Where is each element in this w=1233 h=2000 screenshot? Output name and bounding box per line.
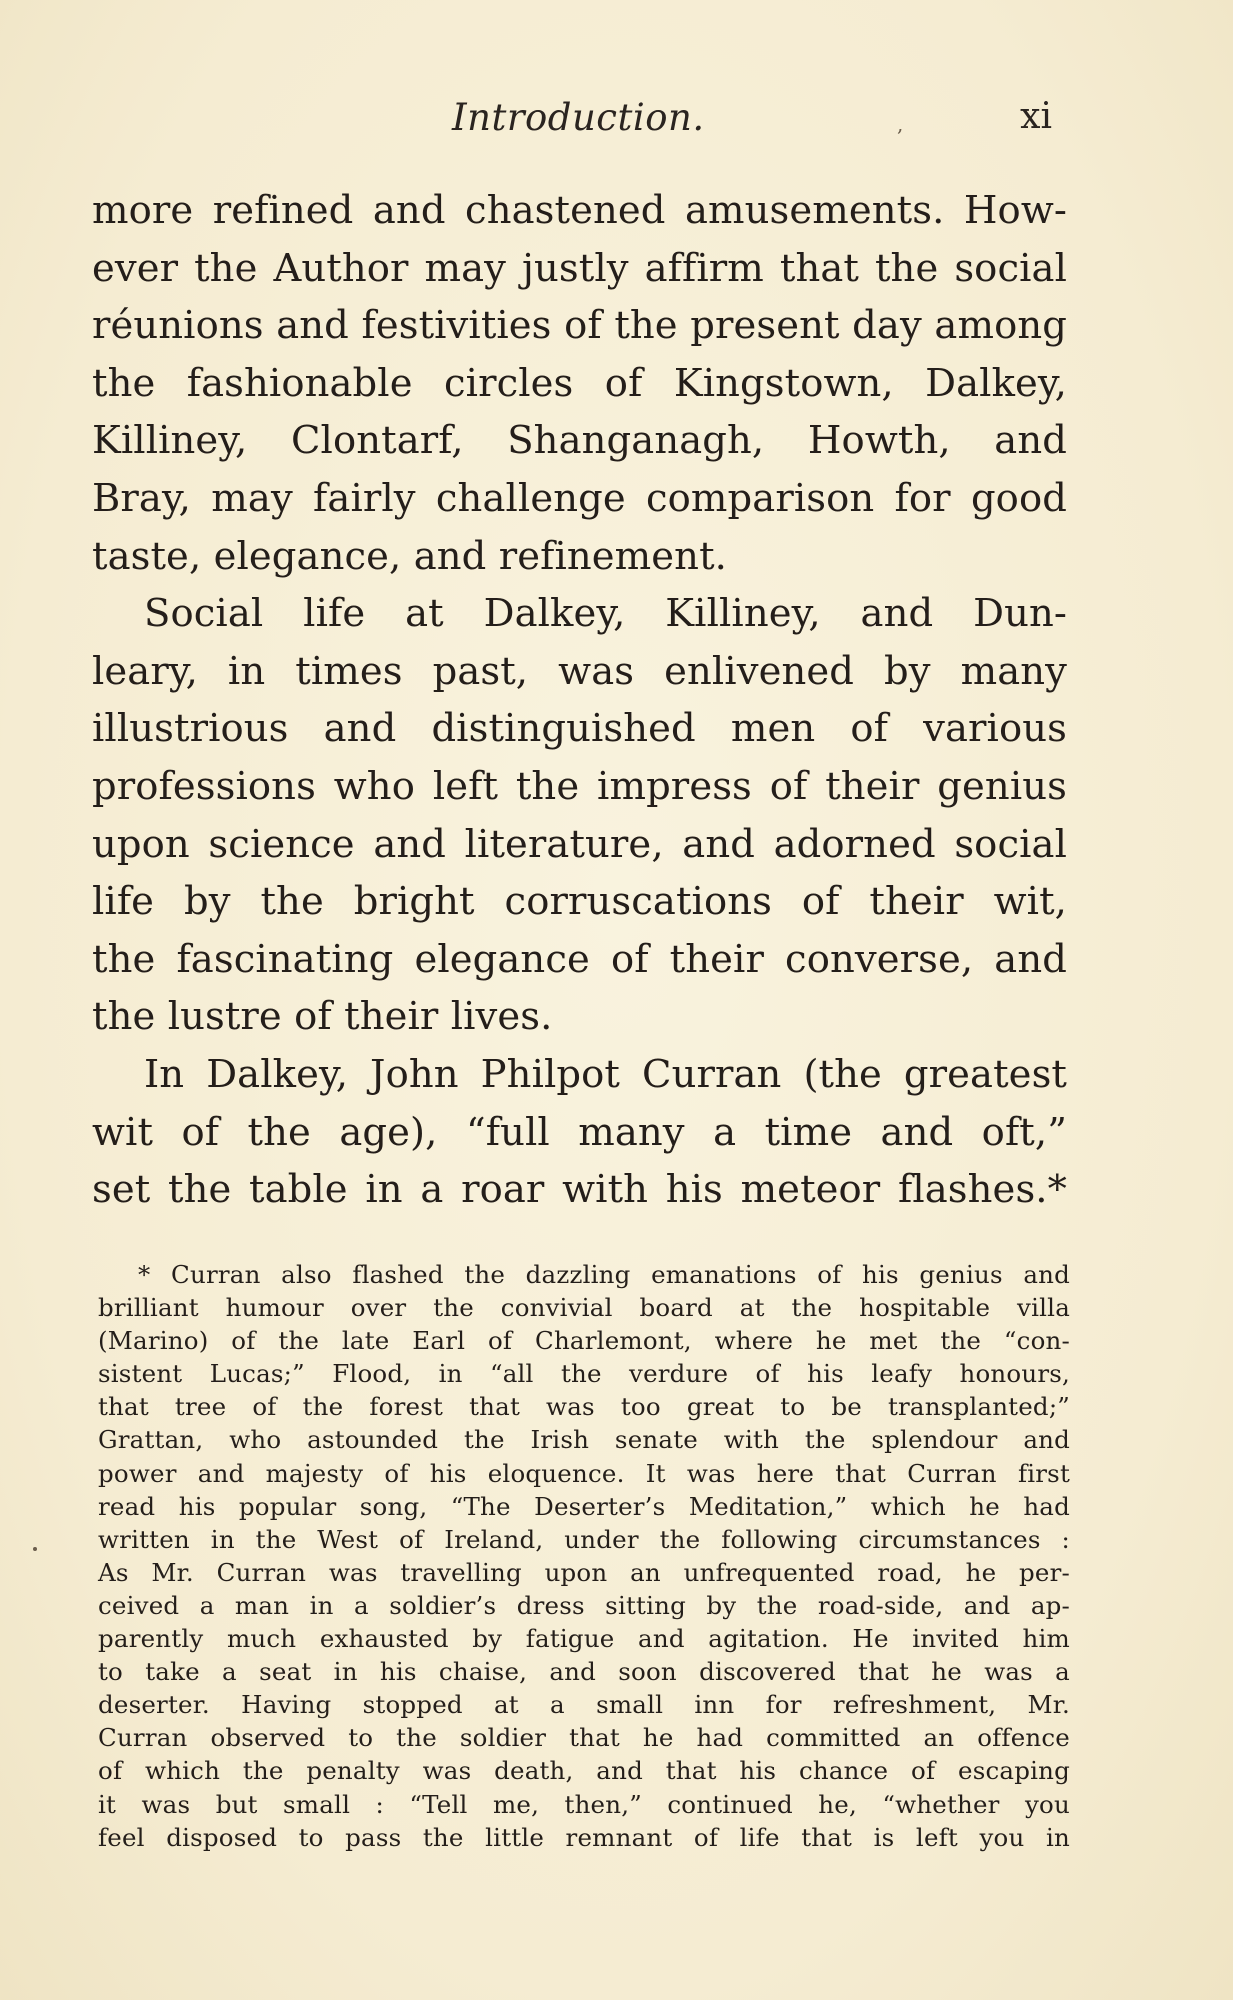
body-line: ever the Author may justly affirm that the social [92, 245, 1067, 291]
footnote-line: Curran observed to the soldier that he had committed an offence [98, 1723, 1070, 1753]
running-head [92, 96, 1062, 146]
body-line: more refined and chastened amusements. How- [92, 188, 1067, 233]
footnote-line: parently much exhausted by fatigue and agitation. He invited him [98, 1624, 1070, 1654]
footnote-line: power and majesty of his eloquence. It was here that Curran first [98, 1458, 1070, 1488]
body-text [92, 182, 1067, 1219]
footnote-line: it was but small : “Tell me, then,” continued he, “whether you [98, 1789, 1070, 1819]
body-line: wit of the age), “full many a time and oft,” [92, 1109, 1067, 1155]
footnote-line: read his popular song, “The Deserter’s Meditation,” which he had [98, 1491, 1070, 1521]
page-number: xi [1020, 96, 1052, 137]
body-line: Social life at Dalkey, Killiney, and Dun- [144, 591, 1067, 637]
body-line: réunions and festivities of the present day among [92, 303, 1067, 349]
paper-speck [33, 1547, 37, 1551]
footnote-line: brilliant humour over the convivial board at the hospitable villa [98, 1293, 1070, 1323]
running-title: Introduction. [452, 96, 705, 139]
footnote-line: As Mr. Curran was travelling upon an unfrequented road, he per- [98, 1557, 1070, 1587]
footnote-line: written in the West of Ireland, under the following circumstances : [98, 1524, 1070, 1554]
body-line: Killiney, Clontarf, Shanganagh, Howth, and [92, 418, 1067, 464]
footnote-line: sistent Lucas;” Flood, in “all the verdure of his leafy honours, [98, 1359, 1070, 1389]
footnote-line: ceived a man in a soldier’s dress sitting by the road-side, and ap- [98, 1590, 1070, 1620]
body-line: set the table in a roar with his meteor flashes.* [92, 1167, 1067, 1213]
footnote-line: that tree of the forest that was too great to be transplanted;” [98, 1392, 1070, 1422]
body-line: professions who left the impress of their genius [92, 763, 1067, 809]
body-line: the fashionable circles of Kingstown, Dalkey, [92, 360, 1067, 406]
footnote-line: Grattan, who astounded the Irish senate with the splendour and [98, 1425, 1070, 1455]
body-line: life by the bright corruscations of their wit, [92, 879, 1067, 925]
body-line: the fascinating elegance of their converse, and [92, 936, 1067, 982]
footnote-line: to take a seat in his chaise, and soon discovered that he was a [98, 1657, 1070, 1687]
body-line: upon science and literature, and adorned social [92, 821, 1067, 867]
footnote-line: feel disposed to pass the little remnant of life that is left you in [98, 1822, 1070, 1852]
stray-mark: , [897, 112, 904, 136]
footnote-line: (Marino) of the late Earl of Charlemont, where he met the “con- [98, 1326, 1070, 1356]
body-line: leary, in times past, was enlivened by many [92, 648, 1067, 694]
footnote [98, 1258, 1070, 1854]
footnote-line: deserter. Having stopped at a small inn for refreshment, Mr. [98, 1690, 1070, 1720]
footnote-line: of which the penalty was death, and that his chance of escaping [98, 1756, 1070, 1786]
body-line: illustrious and distinguished men of various [92, 706, 1067, 752]
footnote-line: * Curran also flashed the dazzling emanations of his genius and [138, 1260, 1070, 1289]
body-line: the lustre of their lives. [92, 994, 553, 1040]
body-line: taste, elegance, and refinement. [92, 533, 727, 579]
body-line: Bray, may fairly challenge comparison for good [92, 475, 1067, 521]
body-line: In Dalkey, John Philpot Curran (the greatest [144, 1051, 1067, 1097]
